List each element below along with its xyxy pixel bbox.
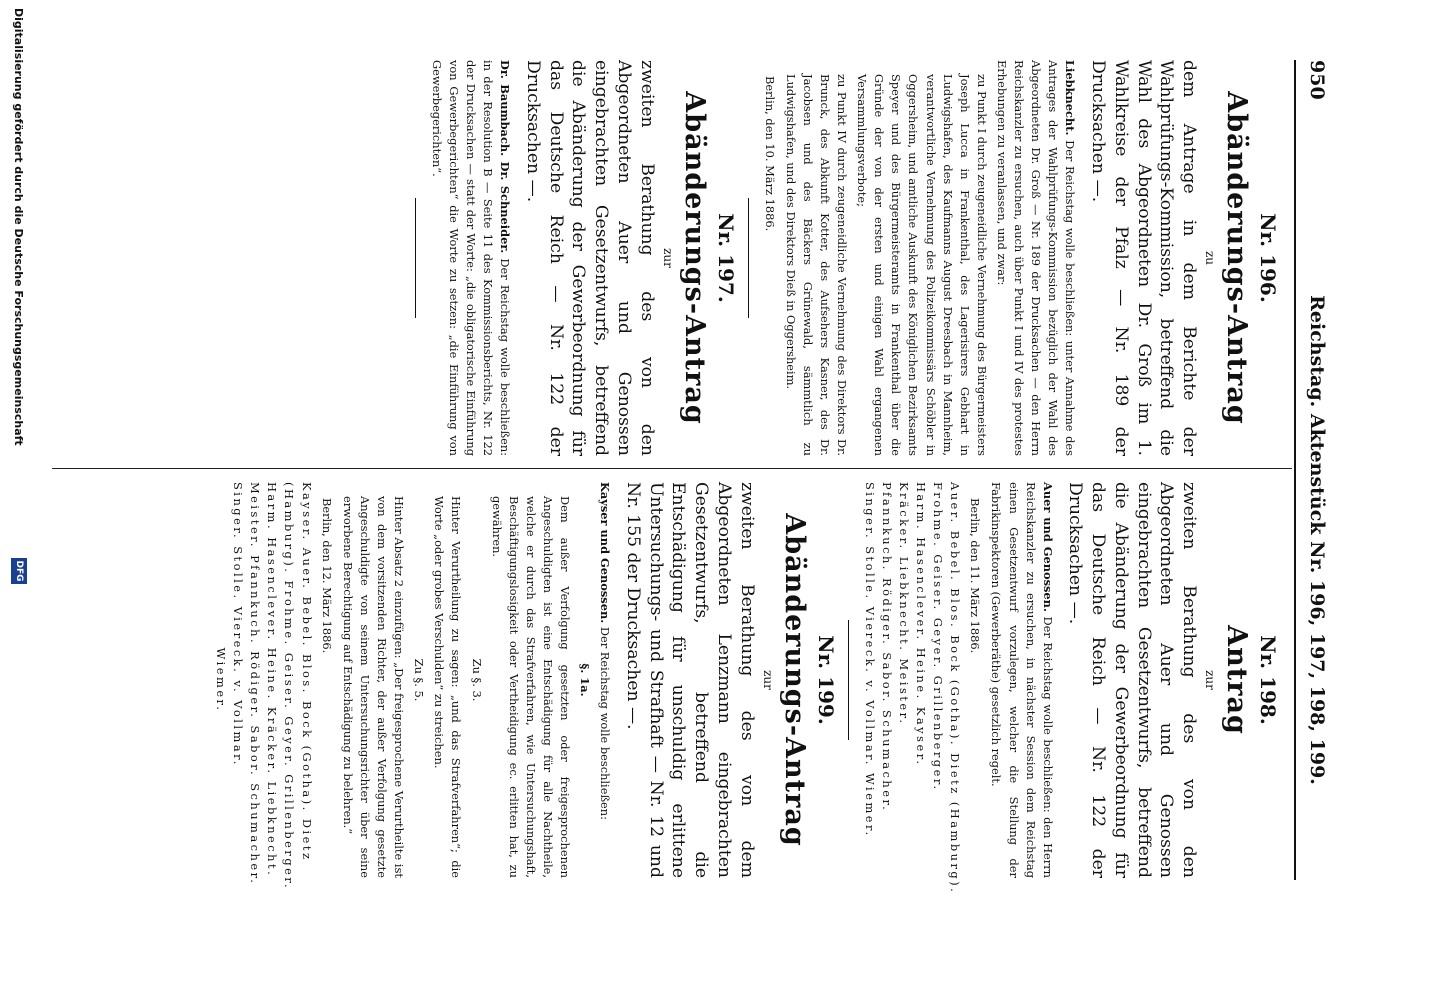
section-subject: zweiten Berathung des von dem Abgeordneten Lenzmann eingebrachten Gesetzentwurfs, betreffend die Entschädigung für unschuldig erlittene Untersuchungs- und Strafhaft — Nr. 12 und Nr. 155 der Drucksachen —. xyxy=(623,482,757,878)
section-number: Nr. 199. xyxy=(813,635,838,725)
section-subject: zweiten Berathung des von den Abgeordneten Auer und Genossen eingebrachten Gesetzentwurfs, betreffend die Abänderung der Gewerbeordnung für das Deutsche Reich — Nr. 122 der Drucksachen —. xyxy=(523,60,657,456)
left-column xyxy=(405,60,1282,456)
signature-line: Kayser. Auer. Bebel. Blos. Bock (Gotha). Dietz xyxy=(299,482,314,862)
separator-rule xyxy=(415,198,416,318)
section-196 xyxy=(761,60,1280,456)
date-line: Berlin, den 10. März 1886. xyxy=(762,76,777,232)
section-title: Abänderungs-Antrag xyxy=(678,91,710,425)
signature-line: Harm. Hasenclever. Heine. Kayser. xyxy=(914,482,929,767)
paragraph-heading: Zu §. 3. xyxy=(469,658,484,702)
separator-rule xyxy=(748,198,749,318)
section-number: Nr. 197. xyxy=(713,213,738,303)
digitization-credit xyxy=(0,0,30,1000)
paragraph-heading: Zu §. 5. xyxy=(412,658,427,702)
section-title: Abänderungs-Antrag xyxy=(1221,91,1252,425)
signature-line: Harm. Hasenclever. Heine. Kräcker. Liebknecht. xyxy=(265,482,280,878)
credit-text: Digitalisierung gefördert durch die Deutsche Forschungsgemeinschaft xyxy=(12,8,25,446)
running-title: Reichstag. Aktenstück Nr. 196, 197, 198, 199. xyxy=(1306,295,1328,785)
section-connector: zur xyxy=(1203,670,1217,690)
motion-text: Der Reichstag wolle beschließen: xyxy=(598,626,613,820)
section-number: Nr. 196. xyxy=(1256,213,1280,303)
signature-line: Frohme. Geiser. Geyer. Grillenberger. xyxy=(931,482,946,792)
date-line: Berlin, den 12. März 1886. xyxy=(319,498,334,654)
motion-text: Der Reichstag wolle beschließen: in der Resolution B — Seite 11 des Kommissionsberichts, Nr. 122 der Drucksachen — statt der Worte: „die obligatorische Einführung von Gewerbegerichten“ die Worte zu setzen: „die Einführung von Gewerbegerichten“. xyxy=(429,60,513,457)
separator-rule xyxy=(848,620,849,740)
paragraph-text: Dem außer Verfolgung gesetzten oder freigesprochenen Angeschuldigten ist eine Entschädigung für alle Nachtheile, welche er durch das Strafverfahren, wie Untersuchungshaft, Beschäftigungslosigkeit oder Vertheidigung ec. erlitten hat, zu gewähren. xyxy=(489,496,573,878)
section-subject: zweiten Berathung des von den Abgeordneten Auer und Genossen eingebrachten Gesetzentwurfs, betreffend die Abänderung der Gewerbeordnung für das Deutsche Reich — Nr. 122 der Drucksachen —. xyxy=(1065,482,1199,878)
paragraph-text: Hinter Verurtheilung zu sagen: „und das Strafverfahren“; die Worte „oder grobes Verschulden“ zu streichen. xyxy=(432,496,464,878)
signature-line: Meister. Pfannkuch. Rödiger. Sabor. Schumacher. xyxy=(248,482,263,886)
motion-point-4: zu Punkt IV durch zeugeneidliche Vernehmung des Direktors Dr. Brunck, des Abkunft Kotter, des Aufsehers Kasner, des Dr. Jacobsen und des Bäckers Grünewald, sämmtlich zu Ludwigshafen, und des Direktors Dieß in Oggersheim. xyxy=(783,74,850,456)
signature-block xyxy=(861,482,964,895)
signature-line: (Hamburg). Frohme. Geiser. Geyer. Grillenberger. xyxy=(282,482,297,891)
signature-block xyxy=(212,482,315,891)
section-number: Nr. 198. xyxy=(1256,635,1280,725)
signature-line: Wiemer. xyxy=(214,647,229,713)
movers: Auer und Genossen. xyxy=(1040,482,1055,612)
date-line: Berlin, den 11. März 1886. xyxy=(968,498,983,654)
section-title: Abänderungs-Antrag xyxy=(778,513,810,847)
motion-text: Der Reichstag wolle beschließen: unter Annahme des Antrages der Wahlprüfungs-Kommission bezüglich der Wahl des Abgeordneten Dr. Groß — Nr. 189 der Drucksachen — den Herrn Reichskanzler zu ersuchen, auch über Punkt I und IV des protestes Erhebungen zu veranlassen, und zwar: xyxy=(995,60,1078,456)
movers: Kayser und Genossen. xyxy=(598,482,613,624)
signature-line: Singer. Stolle. Viereck. v. Vollmar. Wiemer. xyxy=(862,482,877,838)
section-199 xyxy=(212,482,838,891)
section-title: Antrag xyxy=(1221,625,1252,735)
motion-text: Der Reichstag wolle beschließen: den Herrn Reichskanzler zu ersuchen, in nächster Session dem Reichstag einen Gesetzentwurf vorzulegen, welcher die Stellung der Fabrikinspektoren (Gewerberäthe) gesetzlich regelt. xyxy=(989,482,1055,878)
right-column xyxy=(200,482,1282,895)
section-197 xyxy=(428,60,738,456)
signature-line: Singer. Stolle. Viereck. v. Vollmar. xyxy=(231,482,246,767)
column-divider xyxy=(52,468,1292,469)
movers: Liebknecht. xyxy=(1063,60,1078,136)
movers: Dr. Baumbach. Dr. Schneider. xyxy=(498,60,513,254)
paragraph-text: Hinter Absatz 2 einzufügen: „Der freigesprochene Verurtheilte ist von dem vorsitzenden Richter, der außer Verfolgung gesetzte Angeschuldigte von seinem Untersuchungsrichter über seine erworbene Berechtigung auf Entschädigung zu belehren.“ xyxy=(340,496,407,878)
section-connector: zur xyxy=(760,670,775,690)
section-198 xyxy=(861,482,1280,895)
header-rule xyxy=(1294,60,1296,880)
section-connector: zu xyxy=(1203,250,1217,266)
signature-line: Auer. Bebel. Blos. Bock (Gotha). Dietz (Hamburg). xyxy=(948,482,963,895)
signature-line: Kräcker. Liebknecht. Meister. xyxy=(896,482,911,726)
section-connector: zur xyxy=(660,248,675,268)
page-number: 950 xyxy=(1306,60,1328,100)
motion-point-1: zu Punkt I durch zeugeneidliche Vernehmung des Bürgermeisters Joseph Lucca in Frankenthal, des Lagerisirers Gebhart in Ludwigshafen, des Kaufmanns August Dreesbach in Mannheim, verantwortliche Vernehmung des Polizeikommissärs Schöbler in Oggersheim, und amtliche Auskunft des Königlichen Bezirksamts Speyer und des Bürgermeisteramts in Frankenthal über die Gründe der von der ersten und einigen Wahl ergangenen Versammlungsverbote; xyxy=(855,74,989,456)
paragraph-heading: §. 1a. xyxy=(578,663,593,697)
page-header xyxy=(1294,60,1328,880)
dfg-logo: DFG xyxy=(11,558,27,584)
signature-line: Pfannkuch. Rödiger. Sabor. Schumacher. xyxy=(879,482,894,813)
section-subject: dem Antrage in dem Berichte der Wahlprüfungs-Kommission, betreffend die Wahl des Abgeordneten Dr. Groß im 1. Wahlkreise der Pfalz — Nr. 189 der Drucksachen —. xyxy=(1088,60,1199,456)
